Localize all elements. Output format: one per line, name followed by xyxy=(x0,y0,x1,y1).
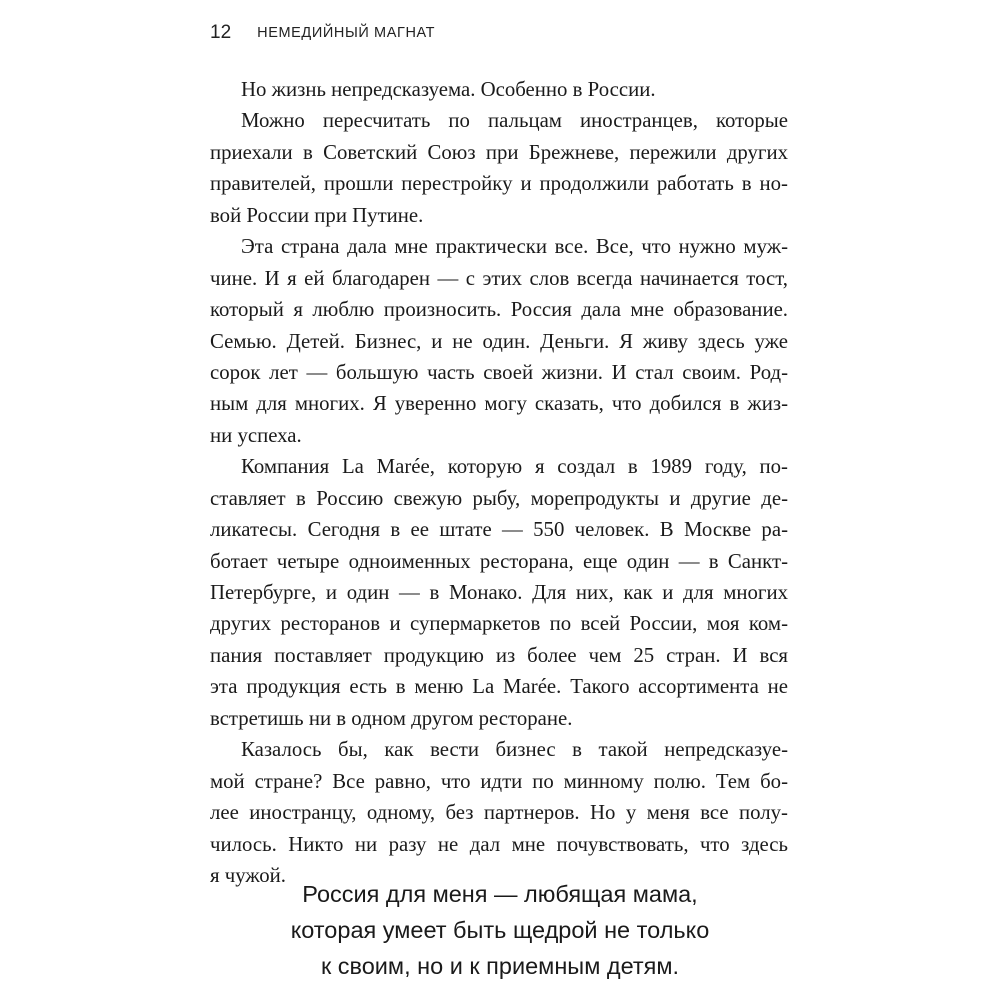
text-line: ботает четыре одноименных ресторана, еще один — в Санкт- xyxy=(210,549,788,573)
text-line: правителей, прошли перестройку и продолжили работать в но- xyxy=(210,172,788,196)
text-line: ни успеха. xyxy=(210,423,302,447)
text-line: чине. И я ей благодарен — с этих слов всегда начинается тост, xyxy=(210,266,788,290)
paragraph xyxy=(210,734,788,891)
text-line: который я люблю произносить. Россия дала мне образование. xyxy=(210,298,788,322)
paragraph xyxy=(210,451,788,734)
text-line: Но жизнь непредсказуема. Особенно в России. xyxy=(241,78,656,101)
text-line: Эта страна дала мне практически все. Все, что нужно муж- xyxy=(241,235,788,259)
text-line: Казалось бы, как вести бизнес в такой непредсказуе- xyxy=(241,738,788,762)
text-line: я чужой. xyxy=(210,863,286,887)
pull-quote-line: которая умеет быть щедрой не только xyxy=(290,917,710,943)
page-number: 12 xyxy=(210,22,232,43)
paragraph xyxy=(210,105,788,231)
text-line: чилось. Никто ни разу не дал мне почувствовать, что здесь xyxy=(210,832,788,856)
text-line: Можно пересчитать по пальцам иностранцев, которые xyxy=(241,109,788,133)
body-text xyxy=(210,74,788,891)
text-line: приехали в Советский Союз при Брежневе, пережили других xyxy=(210,140,788,164)
pull-quote-line: к своим, но и к приемным детям. xyxy=(320,953,680,979)
text-line: лее иностранцу, одному, без партнеров. Но у меня все полу- xyxy=(210,801,788,825)
running-head xyxy=(210,19,435,47)
text-line: сорок лет — большую часть своей жизни. И стал своим. Род- xyxy=(210,360,788,384)
text-line: ликатесы. Сегодня в ее штате — 550 человек. В Москве ра- xyxy=(210,518,788,542)
pull-quote-line: Россия для меня — любящая мама, xyxy=(302,881,698,907)
text-line: ным для многих. Я уверенно могу сказать, что добился в жиз- xyxy=(210,392,788,416)
text-line: Компания La Marée, которую я создал в 1989 году, по- xyxy=(241,455,788,479)
text-line: вой России при Путине. xyxy=(210,203,424,227)
text-line: Семью. Детей. Бизнес, и не один. Деньги. Я живу здесь уже xyxy=(210,329,788,353)
text-line: эта продукция есть в меню La Marée. Такого ассортимента не xyxy=(210,675,788,699)
text-line: пания поставляет продукцию из более чем 25 стран. И вся xyxy=(210,643,788,667)
text-line: встретишь ни в одном другом ресторане. xyxy=(210,706,573,730)
text-line: других ресторанов и супермаркетов по всей России, моя ком- xyxy=(210,612,788,636)
text-line: Петербурге, и один — в Монако. Для них, как и для многих xyxy=(210,581,788,604)
text-line: ставляет в Россию свежую рыбу, морепродукты и другие де- xyxy=(210,486,788,510)
pull-quote xyxy=(200,876,800,984)
text-line: мой стране? Все равно, что идти по минному полю. Тем бо- xyxy=(210,769,788,793)
paragraph xyxy=(210,231,788,451)
book-title: НЕМЕДИЙНЫЙ МАГНАТ xyxy=(257,25,436,41)
paragraph xyxy=(210,74,788,105)
